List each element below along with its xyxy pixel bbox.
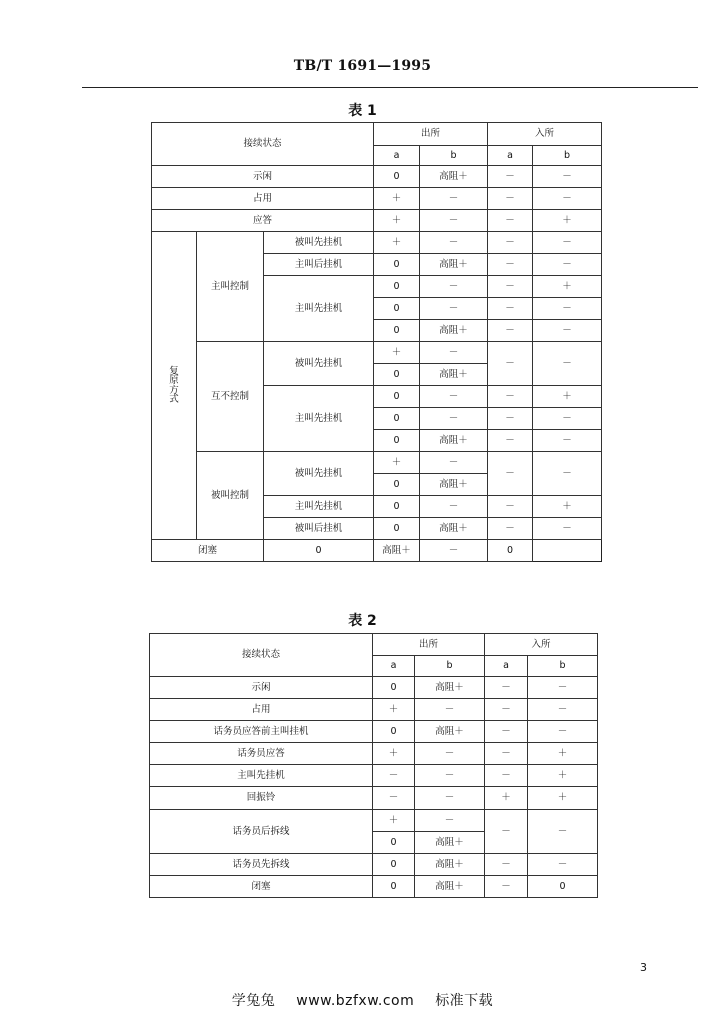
table2	[149, 633, 598, 898]
cell: －	[488, 408, 533, 430]
cell: 0	[373, 876, 415, 898]
table-row	[152, 210, 602, 232]
header-rule	[82, 87, 698, 88]
table-row	[152, 232, 602, 254]
cell: 高阻＋	[374, 540, 420, 562]
table-row	[152, 342, 602, 364]
row-label: 主叫后挂机	[264, 254, 374, 276]
table1	[151, 122, 602, 562]
cell: ＋	[528, 787, 598, 810]
cell: 高阻＋	[420, 320, 488, 342]
cell: ＋	[373, 810, 415, 832]
cell: －	[488, 298, 533, 320]
table-row	[150, 721, 598, 743]
cell: －	[533, 408, 602, 430]
cell: 0	[374, 364, 420, 386]
cell: －	[420, 232, 488, 254]
cell: －	[533, 430, 602, 452]
caller-control-label: 主叫控制	[197, 232, 264, 342]
reset-method-label: 复原方式	[152, 232, 197, 540]
cell: －	[420, 408, 488, 430]
cell: －	[528, 699, 598, 721]
cell: ＋	[533, 386, 602, 408]
cell: 高阻＋	[420, 364, 488, 386]
cell: ＋	[374, 452, 420, 474]
cell: ＋	[528, 765, 598, 787]
cell: ＋	[533, 496, 602, 518]
row-label: 话务员后拆线	[150, 810, 373, 854]
cell: 0	[374, 166, 420, 188]
cell: －	[420, 452, 488, 474]
row-label: 闭塞	[152, 540, 264, 562]
cell: －	[533, 254, 602, 276]
cell: －	[488, 166, 533, 188]
cell: 0	[374, 496, 420, 518]
t1-header-in-a: a	[488, 146, 533, 166]
footer-slogan: 标准下载	[435, 993, 494, 1009]
t2-header-in: 入所	[485, 634, 598, 656]
cell: －	[488, 232, 533, 254]
table1-caption: 表 1	[348, 103, 377, 119]
cell: －	[485, 854, 528, 876]
row-label: 被叫先挂机	[264, 342, 374, 386]
t1-header-in-b: b	[533, 146, 602, 166]
cell: －	[488, 518, 533, 540]
row-label: 占用	[150, 699, 373, 721]
cell: 高阻＋	[420, 518, 488, 540]
table-row	[152, 540, 602, 562]
table-row	[152, 452, 602, 474]
cell: －	[420, 386, 488, 408]
cell: ＋	[373, 743, 415, 765]
cell: －	[373, 765, 415, 787]
cell: 0	[374, 474, 420, 496]
cell: －	[420, 298, 488, 320]
row-label: 被叫先挂机	[264, 452, 374, 496]
table-row	[150, 677, 598, 699]
table-row	[150, 743, 598, 765]
t1-header-in: 入所	[488, 123, 602, 146]
cell: 高阻＋	[420, 254, 488, 276]
row-label: 话务员应答前主叫挂机	[150, 721, 373, 743]
cell: 0	[373, 854, 415, 876]
cell: 高阻＋	[415, 677, 485, 699]
cell: －	[488, 430, 533, 452]
footer-url[interactable]: www.bzfxw.com	[296, 993, 415, 1009]
cell: －	[420, 342, 488, 364]
cell: －	[415, 765, 485, 787]
cell: －	[485, 810, 528, 854]
cell: －	[415, 787, 485, 810]
cell: 0	[373, 721, 415, 743]
cell: －	[533, 320, 602, 342]
cell: －	[528, 854, 598, 876]
t2-header-out-b: b	[415, 656, 485, 677]
t1-header-out-a: a	[374, 146, 420, 166]
cell: －	[373, 787, 415, 810]
cell: －	[420, 188, 488, 210]
table-row	[150, 765, 598, 787]
cell: －	[488, 386, 533, 408]
table-row	[150, 699, 598, 721]
t2-header-state: 接续状态	[150, 634, 373, 677]
row-label: 应答	[152, 210, 374, 232]
cell: －	[488, 276, 533, 298]
t2-header-in-b: b	[528, 656, 598, 677]
cell: 0	[264, 540, 374, 562]
cell: －	[485, 743, 528, 765]
mutual-control-label: 互不控制	[197, 342, 264, 452]
cell: －	[415, 699, 485, 721]
cell: －	[533, 298, 602, 320]
callee-control-label: 被叫控制	[197, 452, 264, 540]
row-label: 主叫先挂机	[150, 765, 373, 787]
cell: ＋	[374, 232, 420, 254]
page-number: 3	[640, 961, 647, 974]
cell: －	[488, 342, 533, 386]
cell: －	[488, 320, 533, 342]
cell: －	[415, 810, 485, 832]
cell: ＋	[374, 188, 420, 210]
cell: 高阻＋	[420, 474, 488, 496]
cell: 0	[374, 320, 420, 342]
cell: 0	[374, 276, 420, 298]
cell: －	[528, 721, 598, 743]
cell: 0	[374, 518, 420, 540]
t1-header-out: 出所	[374, 123, 488, 146]
row-label: 主叫先挂机	[264, 496, 374, 518]
t1-header-out-b: b	[420, 146, 488, 166]
cell: －	[488, 210, 533, 232]
cell: 0	[373, 832, 415, 854]
cell: 0	[374, 386, 420, 408]
t2-header-out: 出所	[373, 634, 485, 656]
cell: 0	[373, 677, 415, 699]
table-row	[150, 854, 598, 876]
cell: －	[485, 721, 528, 743]
cell: －	[533, 188, 602, 210]
cell: ＋	[533, 210, 602, 232]
cell: 高阻＋	[420, 430, 488, 452]
cell: －	[528, 810, 598, 854]
t1-header-state: 接续状态	[152, 123, 374, 166]
cell: －	[415, 743, 485, 765]
cell: －	[488, 254, 533, 276]
cell: －	[488, 452, 533, 496]
cell: ＋	[374, 342, 420, 364]
cell: ＋	[373, 699, 415, 721]
cell: ＋	[485, 787, 528, 810]
cell: －	[528, 677, 598, 699]
table-row	[152, 188, 602, 210]
row-label: 示闲	[150, 677, 373, 699]
cell: －	[485, 876, 528, 898]
cell: －	[533, 166, 602, 188]
cell: 0	[374, 298, 420, 320]
cell: ＋	[528, 743, 598, 765]
cell: －	[420, 276, 488, 298]
cell: 0	[374, 408, 420, 430]
cell: ＋	[374, 210, 420, 232]
table-row	[150, 876, 598, 898]
cell: 0	[374, 254, 420, 276]
footer-watermark	[0, 990, 725, 1010]
cell: －	[533, 452, 602, 496]
row-label: 被叫先挂机	[264, 232, 374, 254]
cell: 高阻＋	[415, 721, 485, 743]
row-label: 话务员先拆线	[150, 854, 373, 876]
cell: 高阻＋	[415, 876, 485, 898]
cell: 0	[528, 876, 598, 898]
cell: 高阻＋	[415, 854, 485, 876]
standard-number-header: TB/T 1691—1995	[293, 58, 432, 74]
row-label: 被叫后挂机	[264, 518, 374, 540]
cell: ＋	[533, 276, 602, 298]
cell: －	[420, 540, 488, 562]
cell: －	[533, 518, 602, 540]
row-label: 回振铃	[150, 787, 373, 810]
row-label: 示闲	[152, 166, 374, 188]
row-label: 闭塞	[150, 876, 373, 898]
table-row	[150, 787, 598, 810]
cell: 0	[374, 430, 420, 452]
cell: －	[488, 496, 533, 518]
cell: －	[488, 188, 533, 210]
t2-header-out-a: a	[373, 656, 415, 677]
cell: 高阻＋	[420, 166, 488, 188]
row-label: 占用	[152, 188, 374, 210]
table-row	[150, 810, 598, 832]
cell: －	[533, 232, 602, 254]
cell: －	[420, 496, 488, 518]
row-label: 主叫先挂机	[264, 276, 374, 342]
cell: 高阻＋	[415, 832, 485, 854]
table2-caption: 表 2	[348, 613, 377, 629]
cell: 0	[488, 540, 533, 562]
cell: －	[485, 765, 528, 787]
footer-site-name: 学兔兔	[231, 993, 276, 1009]
t2-header-in-a: a	[485, 656, 528, 677]
cell: －	[533, 342, 602, 386]
row-label: 话务员应答	[150, 743, 373, 765]
cell: －	[485, 699, 528, 721]
cell: －	[485, 677, 528, 699]
row-label: 主叫先挂机	[264, 386, 374, 452]
cell: －	[420, 210, 488, 232]
table-row	[152, 166, 602, 188]
